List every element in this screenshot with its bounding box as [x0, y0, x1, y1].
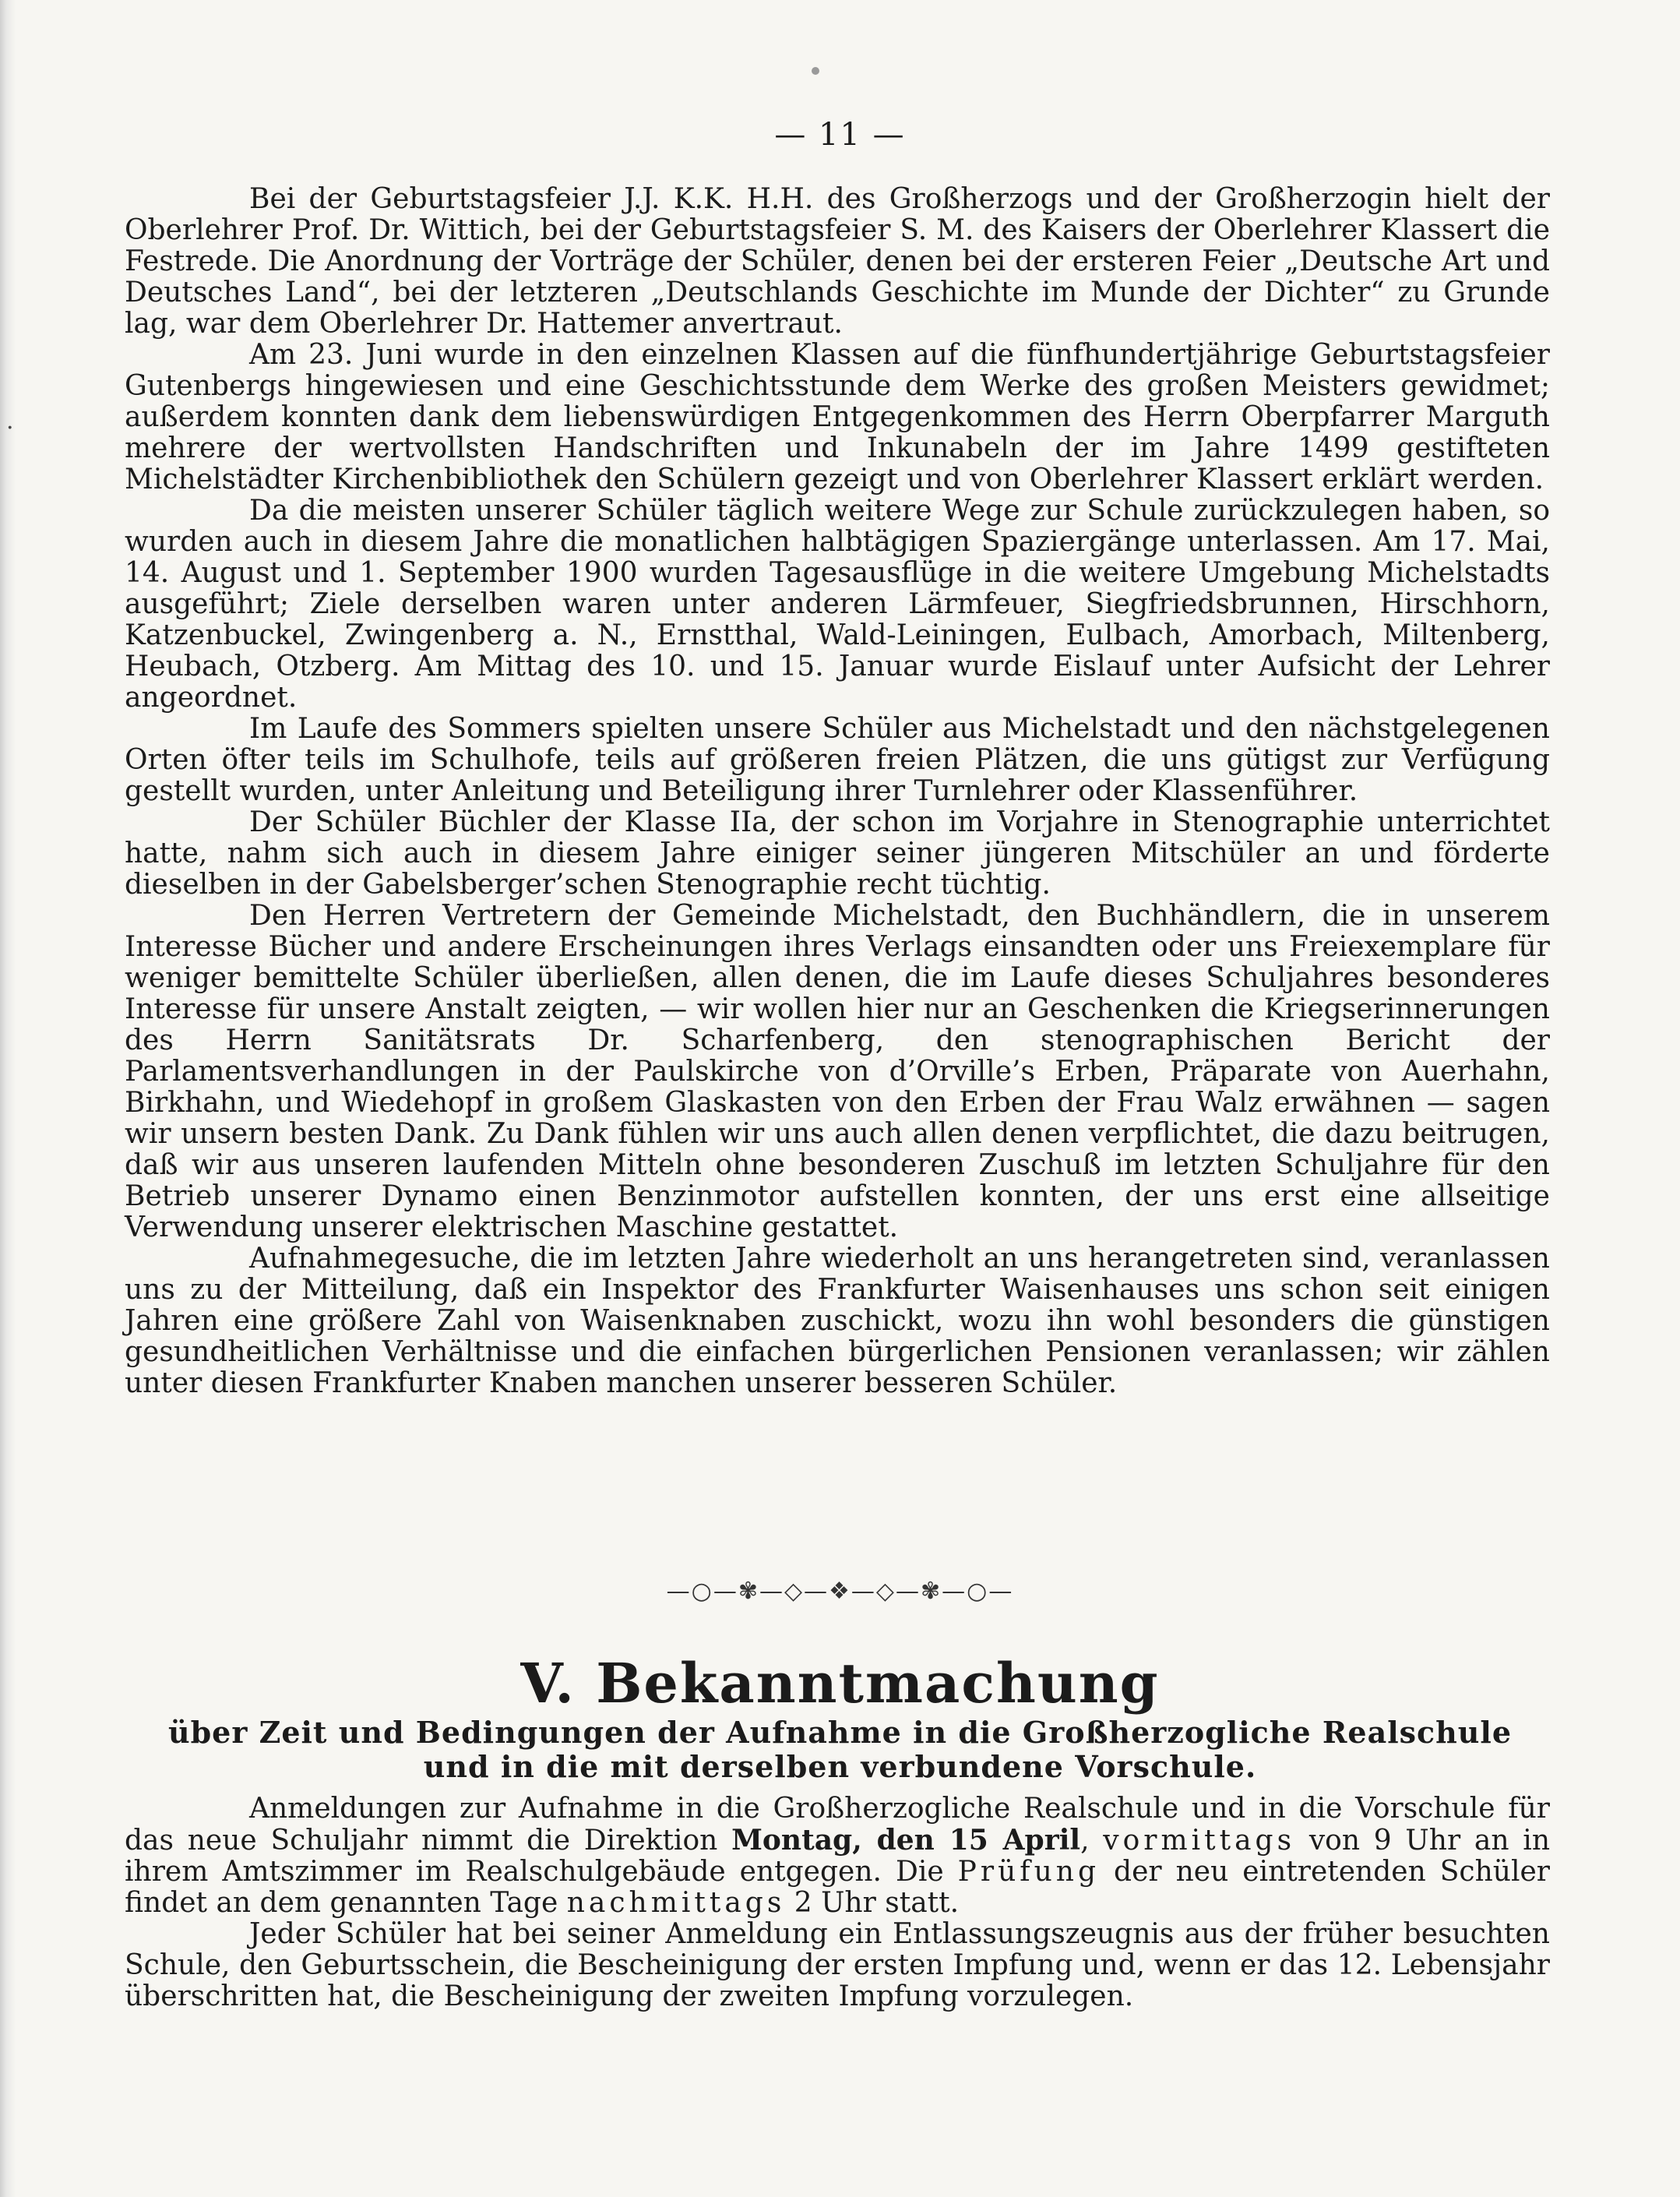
paragraph-registration — [125, 1793, 1550, 1919]
text-run: 2 Uhr statt. — [785, 1887, 960, 1919]
section-festivities — [125, 184, 1550, 1399]
page-number: — 11 — — [774, 117, 906, 153]
heading-subtitle-line2: und in die mit derselben verbundene Vorschule. — [423, 1749, 1257, 1784]
paragraph-required-documents: Jeder Schüler hat bei seiner Anmeldung ein Entlassungszeugnis aus der früher besuchten Schule, den Geburtsschein, die Bescheinigung der ersten Impfung und, wenn er das 12. Lebensjahr überschritten hat, die Bescheinigung der zweiten Impfung vorzulegen. — [125, 1918, 1550, 2012]
paragraph-admission-requests: Aufnahmegesuche, die im letzten Jahre wiederholt an uns herangetreten sind, veranlassen uns zu der Mitteilung, daß ein Inspektor des Frankfurter Waisenhauses uns schon seit einigen Jahren eine größere Zahl von Waisenknaben zuschickt, wozu ihn wohl besonders die günstigen gesundheitlichen Verhältnisse und die einfachen bürgerlichen Pensionen veranlassen; wir zählen unter diesen Frankfurter Knaben manchen unserer besseren Schüler. — [125, 1243, 1550, 1399]
paragraph-thanks: Den Herren Vertretern der Gemeinde Michelstadt, den Buchhändlern, die in unserem Interesse Bücher und andere Erscheinungen ihres Verlags einsandten oder uns Freiexemplare für weniger bemittelte Schüler überließen, allen denen, die im Laufe dieses Schuljahres besonderes Interesse für unsere Anstalt zeigten, — wir wollen hier nur an Geschenken die Kriegserinnerungen des Herrn Sanitätsrats Dr. Scharfenberg, den stenographischen Bericht der Parlamentsverhandlungen in der Paulskirche von d’Orville’s Erben, Präparate von Auerhahn, Birkhahn, und Wiedehopf in großem Glaskasten von den Erben der Frau Walz erwähnen — sagen wir unsern besten Dank. Zu Dank fühlen wir uns auch allen denen verpflichtet, die dazu beitrugen, daß wir aus unseren laufenden Mitteln ohne besonderen Zuschuß im letzten Schuljahre für den Betrieb unserer Dynamo einen Benzinmotor aufstellen konnten, der uns erst eine allseitige Verwendung unserer elektrischen Maschine gestattet. — [125, 900, 1550, 1243]
exam-time-of-day: nachmittags — [566, 1887, 786, 1919]
ink-dot — [812, 67, 819, 75]
paragraph-stenography: Der Schüler Büchler der Klasse IIa, der schon im Vorjahre in Stenographie unterrichtet hatte, nahm sich auch in diesem Jahre einiger seiner jüngeren Mitschüler an und förderte dieselben in der Gabelsberger’schen Stenographie recht tüchtig. — [125, 806, 1550, 901]
registration-time-of-day: vormittags — [1103, 1825, 1296, 1857]
paragraph-gutenberg: Am 23. Juni wurde in den einzelnen Klassen auf die fünfhundertjährige Geburtstagsfeier Gutenbergs hingewiesen und eine Geschichtsstunde dem Werke des großen Meisters gewidmet; außerdem konnten dank dem liebenswürdigen Entgegenkommen des Herrn Oberpfarrer Marguth mehrere der wertvollsten Handschriften und Inkunabeln der im Jahre 1499 gestifteten Michelstädter Kirchenbibliothek den Schülern gezeigt und von Oberlehrer Klassert erklärt werden. — [125, 339, 1550, 495]
text-run: Anmeldungen zur Aufnahme in die Großherzogliche Realschule und in die Vorschule für das neue Schuljahr nimmt die Direktion — [125, 1793, 1550, 1857]
heading-title: V. Bekanntmachung — [520, 1651, 1160, 1716]
section-heading — [0, 1652, 1680, 1784]
exam-label: Prüfung — [957, 1856, 1101, 1888]
text-run: der neu eintretenden Schüler findet an dem genannten Tage — [125, 1856, 1550, 1919]
margin-mark: · — [6, 414, 14, 442]
paragraph-birthday-celebrations: Bei der Geburtstagsfeier J.J. K.K. H.H. des Großherzogs und der Großherzogin hielt der Oberlehrer Prof. Dr. Wittich, bei der Geburtstagsfeier S. M. des Kaisers der Oberlehrer Klassert die Festrede. Die Anordnung der Vorträge der Schüler, denen bei der ersteren Feier „Deutsche Art und Deutsches Land“, bei der letzteren „Deutschlands Geschichte im Munde der Dichter“ zu Grunde lag, war dem Oberlehrer Dr. Hattemer anvertraut. — [125, 183, 1550, 340]
section-announcement — [125, 1793, 1550, 2012]
section-divider-ornament: —○—✾—◇—❖—◇—✾—○— — [666, 1578, 1014, 1605]
text-run: von 9 Uhr an in ihrem Amtszimmer im Realschulgebäude entgegen. Die — [125, 1825, 1551, 1888]
paragraph-excursions: Da die meisten unserer Schüler täglich weitere Wege zur Schule zurückzulegen haben, so wurden auch in diesem Jahre die monatlichen halbtägigen Spaziergänge unterlassen. Am 17. Mai, 14. August und 1. September 1900 wurden Tagesausflüge in die weitere Umgebung Michelstadts ausgeführt; Ziele derselben waren unter anderen Lärmfeuer, Siegfriedsbrunnen, Hirschhorn, Katzenbuckel, Zwingenberg a. N., Ernstthal, Wald-Leiningen, Eulbach, Amorbach, Miltenberg, Heubach, Otzberg. Am Mittag des 10. und 15. Januar wurde Eislauf unter Aufsicht der Lehrer angeordnet. — [125, 495, 1550, 714]
text-run: , — [1080, 1825, 1104, 1857]
registration-date: Montag, den 15 April — [731, 1824, 1081, 1857]
heading-subtitle-line1: über Zeit und Bedingungen der Aufnahme in die Großherzogliche Realschule — [167, 1715, 1513, 1750]
paragraph-summer-games: Im Laufe des Sommers spielten unsere Schüler aus Michelstadt und den nächstgelegenen Orten öfter teils im Schulhofe, teils auf größeren freien Plätzen, die uns gütigst zur Verfügung gestellt wurden, unter Anleitung und Beteiligung ihrer Turnlehrer oder Klassenführer. — [125, 713, 1550, 807]
